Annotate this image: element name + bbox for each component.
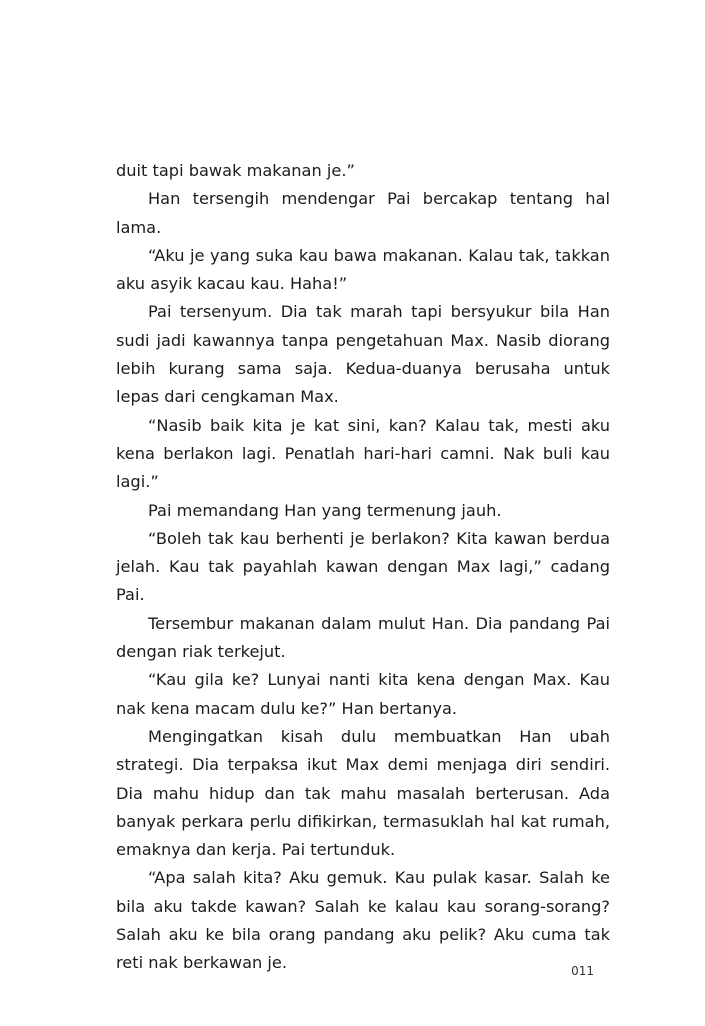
paragraph: Mengingatkan kisah dulu membuatkan Han ubah strategi. Dia terpaksa ikut Max demi menjaga diri sendiri. Dia mahu hidup dan tak mahu masalah berterusan. Ada banyak perkara perlu difikirkan, termasuklah hal kat rumah, emaknya dan kerja. Pai tertunduk. bbox=[116, 726, 610, 860]
paragraph: Han tersengih mendengar Pai bercakap tentang hal lama. bbox=[116, 189, 610, 237]
paragraph: Pai memandang Han yang termenung jauh. bbox=[148, 500, 502, 520]
paragraph-continuation: duit tapi bawak makanan je.” bbox=[116, 161, 355, 180]
paragraph: “Aku je yang suka kau bawa makanan. Kalau tak, takkan aku asyik kacau kau. Haha!” bbox=[116, 245, 610, 294]
paragraph: “Kau gila ke? Lunyai nanti kita kena dengan Max. Kau nak kena macam dulu ke?” Han bertanya. bbox=[116, 670, 610, 718]
paragraph: “Boleh tak kau berhenti je berlakon? Kita kawan berdua jelah. Kau tak payahlah kawan dengan Max lagi,” cadang Pai. bbox=[116, 528, 610, 605]
body-text bbox=[116, 157, 610, 978]
page-number: 011 bbox=[571, 964, 594, 978]
paragraph: “Apa salah kita? Aku gemuk. Kau pulak kasar. Salah ke bila aku takde kawan? Salah ke kalau kau sorang-sorang? Salah aku ke bila orang pandang aku pelik? Aku cuma tak reti nak berkawan je. bbox=[116, 868, 610, 973]
paragraph: “Nasib baik kita je kat sini, kan? Kalau tak, mesti aku kena berlakon lagi. Penatlah hari-hari camni. Nak buli kau lagi.” bbox=[116, 415, 610, 492]
paragraph: Tersembur makanan dalam mulut Han. Dia pandang Pai dengan riak terkejut. bbox=[116, 613, 610, 662]
paragraph: Pai tersenyum. Dia tak marah tapi bersyukur bila Han sudi jadi kawannya tanpa pengetahuan Max. Nasib diorang lebih kurang sama saja. Kedua-duanya berusaha untuk lepas dari cengkaman Max. bbox=[116, 302, 610, 407]
